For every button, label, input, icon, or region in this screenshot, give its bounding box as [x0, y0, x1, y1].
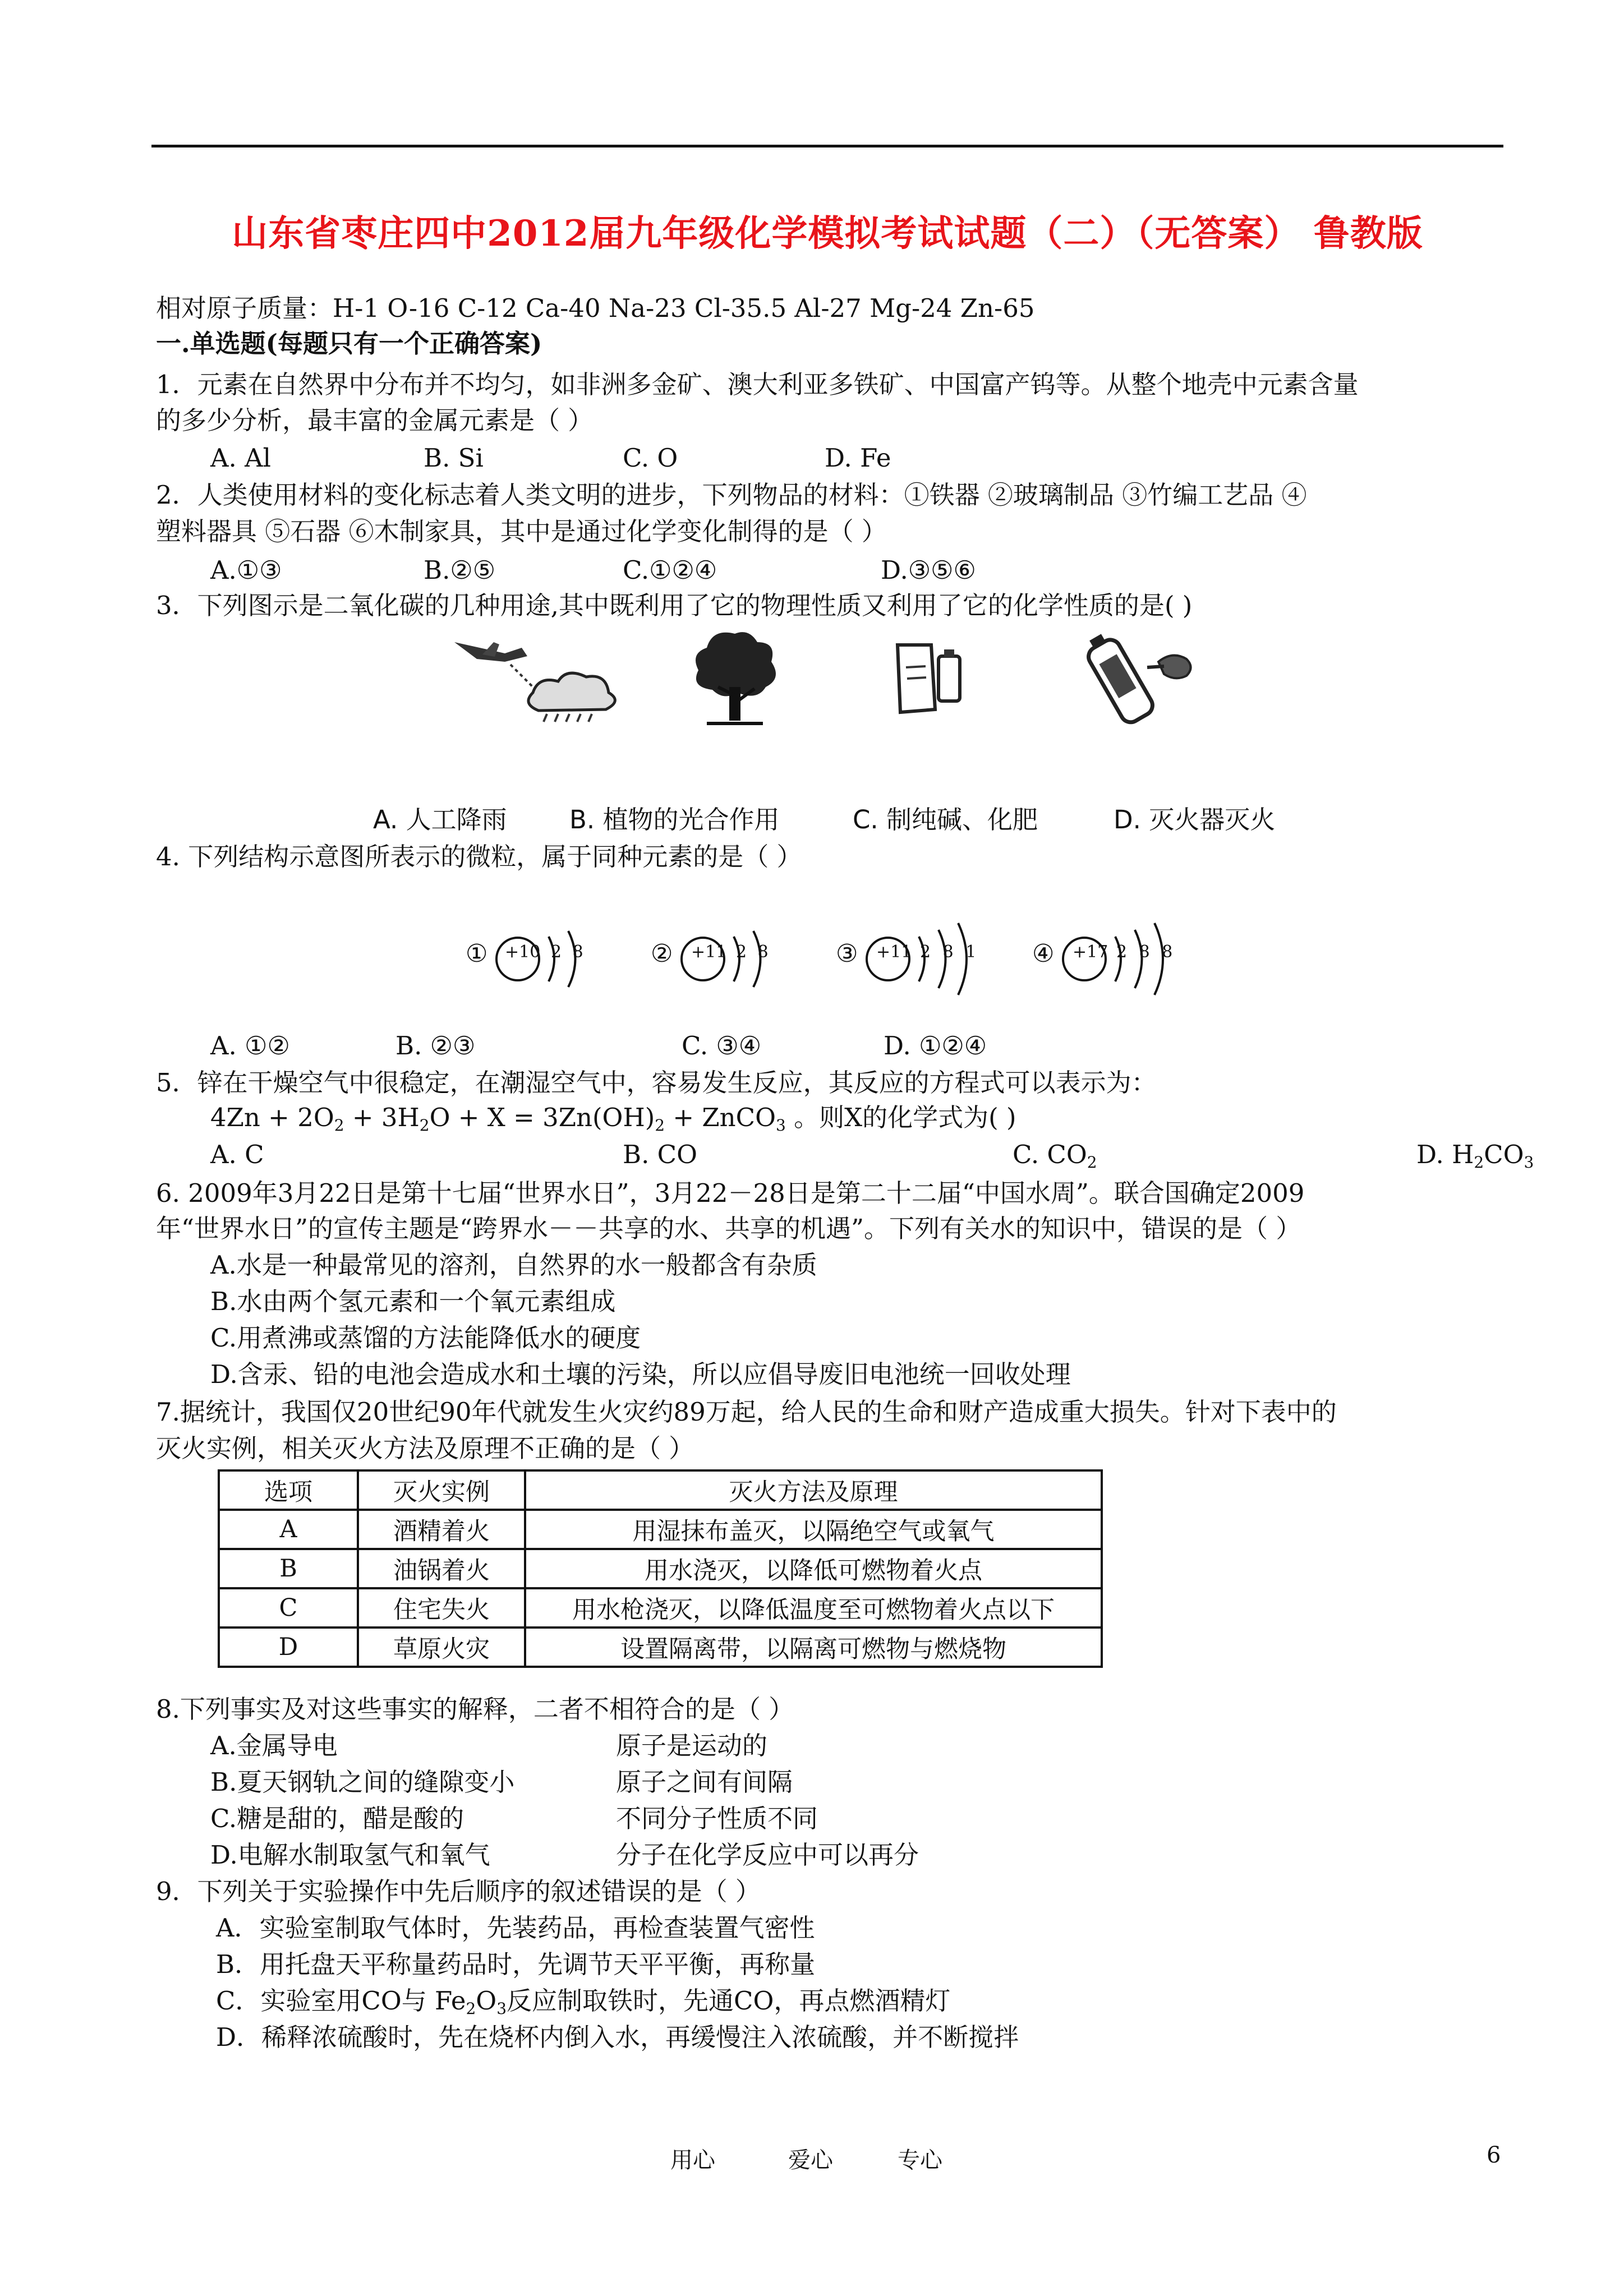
table-row [219, 1588, 1102, 1628]
q2-option-c: C.①②④ [623, 555, 717, 585]
table-cell: 设置隔离带，以隔离可燃物与燃烧物 [525, 1628, 1102, 1667]
nucleus-charge: +11 [691, 942, 727, 962]
q2-line1: 2．人类使用材料的变化标志着人类文明的进步，下列物品的材料：①铁器 ②玻璃制品 ③竹编工艺品 ④ [156, 480, 1307, 510]
section-title: 一.单选题(每题只有一个正确答案) [156, 329, 542, 358]
q8-reason-c: 不同分子性质不同 [616, 1804, 818, 1833]
table-row [219, 1549, 1102, 1588]
fire-extinguisher-icon [1074, 623, 1203, 735]
q4-line1: 4. 下列结构示意图所表示的微粒，属于同种元素的是（ ） [156, 842, 802, 872]
airplane-cloud-icon [443, 625, 628, 726]
atomic-masses: 相对原子质量：H-1 O-16 C-12 Ca-40 Na-23 Cl-35.5 Al-27 Mg-24 Zn-65 [156, 293, 1035, 323]
q6-option-a: A.水是一种最常见的溶剂，自然界的水一般都含有杂质 [210, 1250, 817, 1280]
footer-motto-3: 专心 [898, 2147, 942, 2173]
table-cell: 住宅失火 [358, 1588, 525, 1628]
q3-label-a: A. 人工降雨 [373, 805, 507, 835]
table-header: 灭火方法及原理 [525, 1470, 1102, 1510]
q6-option-b: B.水由两个氢元素和一个氧元素组成 [210, 1287, 616, 1316]
nucleus-charge: +17 [1073, 942, 1108, 962]
q1-line1: 1．元素在自然界中分布并不均匀，如非洲多金矿、澳大利亚多铁矿、中国富产钨等。从整个地壳中元素含量 [156, 370, 1359, 399]
q5-option-c: C. $CO_2$ [1013, 1140, 1097, 1172]
atom-diagram-1 [466, 914, 600, 998]
table-cell: 油锅着火 [358, 1549, 525, 1588]
q3-label-b: B. 植物的光合作用 [569, 805, 780, 835]
q5-option-a: A. C [210, 1140, 264, 1169]
shell-electrons: 2 8 [551, 942, 583, 962]
q1-option-c: C. O [623, 443, 678, 473]
atom-diagrams [466, 914, 1195, 998]
q1-option-d: D. Fe [825, 443, 891, 473]
table-row [219, 1628, 1102, 1667]
chemical-bags-icon [889, 634, 973, 723]
tree-icon [684, 623, 785, 735]
page-number: 6 [1487, 2142, 1501, 2168]
q6-line2: 年“世界水日”的宣传主题是“跨界水－－共享的水、共享的机遇”。下列有关水的知识中，错误的是（ ） [156, 1214, 1301, 1243]
q2-option-d: D.③⑤⑥ [881, 555, 976, 585]
table-row [219, 1510, 1102, 1549]
page-title: 山东省枣庄四中2012届九年级化学模拟考试试题（二）（无答案） 鲁教版 [232, 213, 1423, 255]
table-cell: 草原火灾 [358, 1628, 525, 1667]
q6-option-c: C.用煮沸或蒸馏的方法能降低水的硬度 [210, 1323, 641, 1353]
q2-line2: 塑料器具 ⑤石器 ⑥木制家具，其中是通过化学变化制得的是（ ） [156, 517, 887, 546]
shell-electrons: 2 8 [736, 942, 769, 962]
footer-motto-2: 爱心 [788, 2147, 833, 2173]
q5-option-d: D. $H_2CO_3$ [1416, 1140, 1534, 1172]
q8-fact-b: B.夏天钢轨之间的缝隙变小 [210, 1767, 515, 1797]
q4-option-d: D. ①②④ [884, 1031, 987, 1061]
q1-line2: 的多少分析，最丰富的金属元素是（ ） [156, 405, 594, 435]
q9-line1: 9．下列关于实验操作中先后顺序的叙述错误的是（ ） [156, 1877, 761, 1906]
table-cell: C [219, 1588, 358, 1628]
nucleus-charge: +11 [876, 942, 912, 962]
table-header: 灭火实例 [358, 1470, 525, 1510]
q2-option-a: A.①③ [210, 555, 282, 585]
q6-option-d: D.含汞、铅的电池会造成水和土壤的污染，所以应倡导废旧电池统一回收处理 [210, 1359, 1071, 1389]
table-cell: 用水枪浇灭，以降低温度至可燃物着火点以下 [525, 1588, 1102, 1628]
atom-diagram-3 [836, 914, 993, 998]
table-cell: 酒精着火 [358, 1510, 525, 1549]
q9-option-c: C．实验室用CO与 $Fe_2O_3$反应制取铁时，先通CO，再点燃酒精灯 [216, 1986, 951, 2018]
shell-electrons: 2 8 1 [920, 942, 977, 962]
q9-option-b: B．用托盘天平称量药品时，先调节天平平衡，再称量 [216, 1949, 816, 1979]
atom-number: ③ [836, 939, 858, 968]
q4-option-a: A. ①② [210, 1031, 290, 1061]
q6-line1: 6. 2009年3月22日是第十七届“世界水日”，3月22－28日是第二十二届“中国水周”。联合国确定2009 [156, 1178, 1305, 1208]
q8-reason-d: 分子在化学反应中可以再分 [616, 1840, 919, 1870]
atom-number: ② [651, 939, 673, 968]
q4-option-b: B. ②③ [395, 1031, 476, 1061]
footer-motto-1: 用心 [670, 2147, 715, 2173]
atom-number: ① [466, 939, 488, 968]
table-cell: 用水浇灭，以降低可燃物着火点 [525, 1549, 1102, 1588]
atom-diagram-4 [1032, 914, 1195, 998]
table-cell: D [219, 1628, 358, 1667]
nucleus-charge: +10 [505, 942, 541, 962]
q3-label-c: C. 制纯碱、化肥 [853, 805, 1038, 835]
table-cell: 用湿抹布盖灭，以隔绝空气或氧气 [525, 1510, 1102, 1549]
table-header: 选项 [219, 1470, 358, 1510]
q8-fact-d: D.电解水制取氢气和氧气 [210, 1840, 490, 1870]
table-header-row [219, 1470, 1102, 1510]
fire-table [218, 1469, 1103, 1668]
q9-option-d: D．稀释浓硫酸时，先在烧杯内倒入水，再缓慢注入浓硫酸，并不断搅拌 [216, 2022, 1019, 2052]
q8-line1: 8.下列事实及对这些事实的解释，二者不相符合的是（ ） [156, 1694, 794, 1724]
atom-diagram-2 [651, 914, 785, 998]
table-cell: B [219, 1549, 358, 1588]
q4-option-c: C. ③④ [682, 1031, 762, 1061]
header-rule [151, 145, 1503, 147]
q1-option-b: B. Si [424, 443, 484, 473]
q3-label-d: D. 灭火器灭火 [1114, 805, 1276, 835]
q8-fact-c: C.糖是甜的，醋是酸的 [210, 1804, 464, 1833]
q2-option-b: B.②⑤ [424, 555, 496, 585]
q5-equation: $4Zn + 2O_2 + 3H_2O + X = 3Zn(OH)_2$ + ZnCO$_3$ 。则X的化学式为( ) [210, 1103, 1016, 1135]
table-cell: A [219, 1510, 358, 1549]
q5-option-b: B. CO [623, 1140, 698, 1169]
q5-line1: 5．锌在干燥空气中很稳定，在潮湿空气中，容易发生反应，其反应的方程式可以表示为： [156, 1068, 1157, 1098]
atom-number: ④ [1032, 939, 1055, 968]
q7-line1: 7.据统计，我国仅20世纪90年代就发生火灾约89万起，给人民的生命和财产造成重大损失。针对下表中的 [156, 1397, 1337, 1427]
q1-option-a: A. Al [210, 443, 271, 473]
q3-line1: 3．下列图示是二氧化碳的几种用途,其中既利用了它的物理性质又利用了它的化学性质的是( ) [156, 591, 1193, 620]
q9-option-a: A．实验室制取气体时，先装药品，再检查装置气密性 [216, 1913, 815, 1943]
q7-line2: 灭火实例，相关灭火方法及原理不正确的是（ ） [156, 1433, 694, 1463]
q8-reason-a: 原子是运动的 [616, 1731, 768, 1760]
q8-fact-a: A.金属导电 [210, 1731, 338, 1760]
q8-reason-b: 原子之间有间隔 [616, 1767, 793, 1797]
shell-electrons: 2 8 8 [1116, 942, 1173, 962]
